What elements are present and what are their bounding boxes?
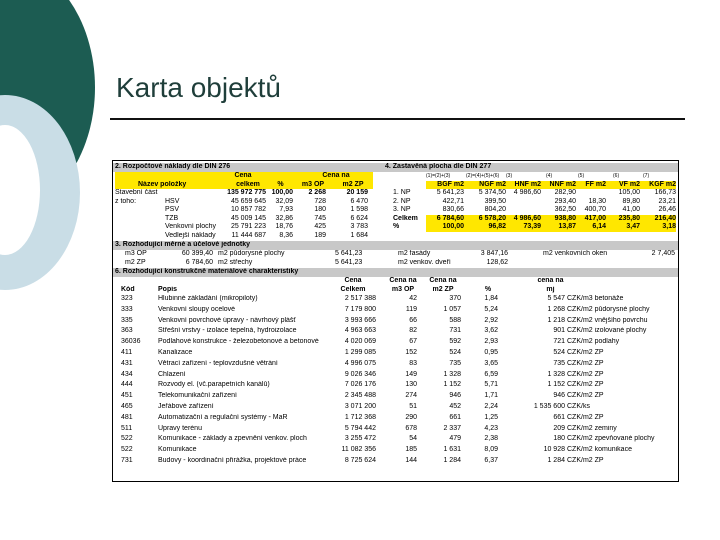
s6-m3op: 274 <box>405 392 417 400</box>
s2-m3op: 728 <box>314 197 326 205</box>
s6-kod: 444 <box>121 381 133 389</box>
s6-popis: Rozvody el. (vč.parapetních kanálů) <box>158 381 270 389</box>
s6-pct: 3,62 <box>484 327 498 335</box>
s4-head-kgf: KGF m2 <box>649 180 676 188</box>
s6-mj: 1 284 <box>547 457 565 464</box>
s4-label: % <box>393 223 400 230</box>
s4-kgf: 26,46 <box>658 206 676 213</box>
s3-label: m3 OP <box>125 250 147 257</box>
s6-row <box>113 306 678 315</box>
s6-mj: 901 <box>553 327 565 335</box>
s4-code-3: (3) <box>506 173 513 179</box>
s6-m3op: 42 <box>409 295 417 302</box>
s6-celkem: 3 255 472 <box>344 435 376 443</box>
s6-popis: Větrací zařízení - teplovzdušné větrání <box>158 359 278 367</box>
s2-m3op: 745 <box>314 214 326 222</box>
s6-celkem: 7 179 800 <box>344 305 376 313</box>
s4-label: 3. NP <box>393 206 411 213</box>
s2-pct: 100,00 <box>271 189 293 196</box>
s2-name: HSV <box>165 197 180 205</box>
s6-mj: 1 152 <box>547 381 565 389</box>
s6-kod: 522 <box>121 446 133 454</box>
s2-m2zp: 3 783 <box>350 223 368 230</box>
s6-head-cena: Cena <box>344 277 362 284</box>
s6-m3op: 66 <box>409 316 417 324</box>
s3-value: 5 641,23 <box>335 258 363 266</box>
s4-code-6: (6) <box>613 173 620 179</box>
s6-mj: 1 218 <box>547 316 565 324</box>
s6-pct: 2,38 <box>484 435 498 443</box>
s2-row <box>113 215 678 224</box>
s6-m2zp: 946 <box>449 392 461 400</box>
s2-celkem: 45 659 645 <box>230 197 266 205</box>
s6-pct: 1,25 <box>484 413 498 421</box>
s3-row-2 <box>113 259 678 268</box>
s6-jed: CZK/m2 zpevňované plochy <box>567 435 655 443</box>
s6-m2zp: 731 <box>449 327 461 335</box>
s6-celkem: 7 026 176 <box>344 381 376 389</box>
s6-jed: CZK/m2 ZP <box>567 381 604 389</box>
s6-mj: 721 <box>553 338 565 346</box>
s6-jed: CZK/m2 ZP <box>567 359 604 367</box>
s2-head-cena: Cena <box>234 172 252 179</box>
s6-jed: CZK/m2 ZP <box>567 349 604 356</box>
s6-head-popis: Popis <box>158 285 178 293</box>
s2-head-celkem: celkem <box>236 180 260 188</box>
s6-pct: 2,93 <box>484 338 498 346</box>
s2-pct: 18,76 <box>275 223 293 230</box>
s6-m2zp: 2 337 <box>443 424 461 432</box>
s6-m2zp: 735 <box>449 359 461 367</box>
s6-header-row-1 <box>113 277 678 286</box>
s4-code-4: (4) <box>546 173 553 179</box>
s6-row <box>113 446 678 455</box>
slide-title: Karta objektů <box>116 72 281 103</box>
s2-row <box>113 223 678 232</box>
s6-pct: 6,37 <box>484 457 498 464</box>
s6-celkem: 4 963 663 <box>344 327 376 335</box>
s6-kod: 731 <box>121 457 133 464</box>
s6-head-m3op: m3 OP <box>391 285 415 293</box>
header-row-2 <box>113 181 678 190</box>
s4-bgf: 5 641,23 <box>436 189 464 196</box>
s6-popis: Chlazení <box>158 370 186 378</box>
section-2-title: 2. Rozpočtové náklady dle DIN 276 <box>115 163 231 170</box>
s3-value: 3 847,16 <box>480 250 508 257</box>
section-6-title: 6. Rozhodující konstrukčně materiálové charakteristiky <box>115 268 299 275</box>
s6-popis: Kanalizace <box>158 349 193 356</box>
s6-row <box>113 338 678 347</box>
s6-pct: 2,92 <box>484 316 498 324</box>
s6-celkem: 1 299 085 <box>344 349 376 356</box>
section-3-title-row <box>113 241 678 250</box>
s4-bgf: 100,00 <box>442 223 464 230</box>
s6-popis: Komunikace <box>158 446 197 454</box>
s6-pct: 5,24 <box>484 305 498 313</box>
s6-jed: CZK/m2 podlahy <box>567 338 620 346</box>
s6-celkem: 2 517 388 <box>344 295 376 302</box>
s3-value: 60 399,40 <box>181 250 213 257</box>
s6-m3op: 290 <box>405 413 417 421</box>
s4-nnf: 282,90 <box>554 189 576 196</box>
s6-m2zp: 479 <box>449 435 461 443</box>
s6-row <box>113 317 678 326</box>
title-underline <box>110 118 685 120</box>
s6-head-m2zp: m2 ZP <box>432 285 454 293</box>
s2-head-m2zp: m2 ZP <box>342 180 364 188</box>
s4-vf: 235,80 <box>618 214 640 222</box>
s6-m3op: 149 <box>405 370 417 378</box>
s6-mj: 524 <box>553 349 565 356</box>
s6-jed: CZK/m2 ZP <box>567 392 604 400</box>
s6-m3op: 119 <box>405 305 417 313</box>
s6-mj: 10 928 <box>543 446 565 454</box>
s6-celkem: 3 071 200 <box>344 403 376 410</box>
s6-jed: CZK/m2 ZP <box>567 413 604 421</box>
s6-m2zp: 588 <box>449 316 461 324</box>
s4-nnf: 293,40 <box>554 197 576 205</box>
s4-head-ngf: NGF m2 <box>479 180 506 188</box>
s4-nnf: 938,80 <box>554 214 576 222</box>
s4-vf: 3,47 <box>626 223 640 230</box>
section-6-title-row <box>113 268 678 277</box>
s4-nnf: 13,87 <box>558 223 576 230</box>
s2-m2zp: 6 470 <box>350 197 368 205</box>
s2-row <box>113 198 678 207</box>
s2-name: TZB <box>165 214 179 222</box>
s2-celkem: 10 857 782 <box>230 206 266 213</box>
s6-kod: 36036 <box>121 338 141 346</box>
s6-m2zp: 370 <box>449 295 461 302</box>
s6-jed: CZK/ks <box>567 403 590 410</box>
s6-kod: 431 <box>121 359 133 367</box>
s6-pct: 0,95 <box>484 349 498 356</box>
s4-hnf: 4 986,60 <box>513 214 541 222</box>
s6-m3op: 185 <box>405 446 417 454</box>
s2-m2zp: 1 598 <box>350 206 368 213</box>
s6-jed: CZK/m2 zeminy <box>567 424 617 432</box>
s2-celkem: 135 972 775 <box>227 189 266 196</box>
s6-row <box>113 381 678 390</box>
s6-header-row-2 <box>113 286 678 295</box>
s4-vf: 41,00 <box>622 206 640 213</box>
s6-popis: Automatizační a regulační systémy - MaR <box>158 413 288 421</box>
s6-head-cena-na: Cena na <box>389 277 417 284</box>
s6-m2zp: 1 057 <box>443 305 461 313</box>
s2-celkem: 11 444 687 <box>231 231 266 239</box>
s3-label: m2 ZP <box>125 258 146 266</box>
s6-jed: CZK/m2 vnějšího povrchu <box>567 316 648 324</box>
s6-mj: 946 <box>553 392 565 400</box>
s2-group: z toho: <box>115 197 137 205</box>
s6-kod: 481 <box>121 413 133 421</box>
s4-head-ff: FF m2 <box>585 180 606 188</box>
s4-code-2: (2)=(4)+(5)+(6) <box>466 173 500 179</box>
s4-kgf: 166,73 <box>654 189 676 196</box>
s4-head-hnf: HNF m2 <box>514 180 541 188</box>
s6-popis: Střešní vrstvy - izolace tepelná, hydroizolace <box>158 327 297 335</box>
s4-ngf: 96,82 <box>488 223 506 230</box>
s6-m3op: 144 <box>405 457 417 464</box>
s6-row <box>113 414 678 423</box>
s6-pct: 6,59 <box>484 370 498 378</box>
s4-ff: 400,70 <box>584 206 606 213</box>
s3-value: 6 784,60 <box>185 258 213 266</box>
s4-ff: 417,00 <box>584 214 606 222</box>
s2-name: Venkovní plochy <box>165 223 216 230</box>
s6-popis: Jeřábové zařízení <box>158 403 214 410</box>
s6-m2zp: 1 328 <box>443 370 461 378</box>
s6-head-cena-na-mj: cena na <box>537 277 564 284</box>
s2-m2zp: 20 159 <box>346 189 368 196</box>
s4-kgf: 23,21 <box>658 197 676 205</box>
section-3-title: 3. Rozhodující měrné a účelové jednotky <box>115 241 250 248</box>
s2-pct: 32,09 <box>275 197 293 205</box>
s6-celkem: 3 993 666 <box>344 316 376 324</box>
s4-ngf: 5 374,50 <box>478 189 506 196</box>
s4-vf: 105,00 <box>618 189 640 196</box>
s6-jed: CZK/m2 půdorysné plochy <box>567 305 650 313</box>
s6-celkem: 4 020 069 <box>344 338 376 346</box>
s6-head-cena-na-2: Cena na <box>429 277 457 284</box>
s2-name: PSV <box>165 206 180 213</box>
s6-celkem: 9 026 346 <box>344 370 376 378</box>
s4-nnf: 362,50 <box>554 206 576 213</box>
s2-row <box>113 232 678 241</box>
s6-mj: 735 <box>553 359 565 367</box>
s6-m3op: 83 <box>409 359 417 367</box>
s2-head-cena-na: Cena na <box>322 172 350 179</box>
s2-m3op: 2 268 <box>308 189 326 196</box>
s3-label: m2 venkov. dveří <box>398 258 451 266</box>
s6-celkem: 2 345 488 <box>344 392 376 400</box>
s4-ngf: 804,20 <box>484 206 506 213</box>
s2-pct: 7,93 <box>279 206 293 213</box>
s6-head-celkem: Celkem <box>340 285 366 293</box>
s6-jed: CZK/m2 komunikace <box>567 446 632 454</box>
s6-kod: 323 <box>121 295 133 302</box>
s4-code-5: (5) <box>578 173 585 179</box>
s6-m3op: 678 <box>405 424 417 432</box>
s4-bgf: 830,66 <box>442 206 464 213</box>
s6-celkem: 11 082 356 <box>341 446 376 454</box>
s6-mj: 1 268 <box>547 305 565 313</box>
s4-code-7: (7) <box>643 173 650 179</box>
s6-mj: 180 <box>553 435 565 443</box>
s6-pct: 1,71 <box>484 392 498 400</box>
s6-m3op: 152 <box>405 349 417 356</box>
s6-jed: CZK/m2 ZP <box>567 457 604 464</box>
s6-pct: 1,84 <box>484 295 498 302</box>
s4-hnf: 73,39 <box>523 223 541 230</box>
s3-row-1 <box>113 250 678 259</box>
s6-popis: Podlahové konstrukce - železobetonové a betonové <box>158 338 319 346</box>
s6-head-mj: mj <box>546 285 555 293</box>
section-2-4-title-row <box>113 163 678 172</box>
s4-label: Celkem <box>393 214 418 222</box>
s4-kgf: 216,40 <box>654 214 676 222</box>
s6-kod: 335 <box>121 316 133 324</box>
s3-label: m2 fasády <box>398 250 431 257</box>
s6-row <box>113 295 678 304</box>
s6-m3op: 67 <box>409 338 417 346</box>
s6-popis: Telekomunikační zařízení <box>158 392 237 400</box>
s2-pct: 8,36 <box>279 231 293 239</box>
s4-hnf: 4 986,60 <box>513 189 541 196</box>
s4-ngf: 6 578,20 <box>478 214 506 222</box>
s6-row <box>113 371 678 380</box>
s3-label: m2 venkovních oken <box>543 250 608 257</box>
s2-row <box>113 189 678 198</box>
s4-ff: 18,30 <box>588 197 606 205</box>
s4-ff: 6,14 <box>592 223 606 230</box>
s2-head-m3op: m3 OP <box>301 180 325 188</box>
s4-bgf: 6 784,60 <box>436 214 464 222</box>
s4-vf: 89,80 <box>622 197 640 205</box>
s6-kod: 363 <box>121 327 133 335</box>
s6-kod: 465 <box>121 403 133 410</box>
s6-row <box>113 349 678 358</box>
s6-mj: 661 <box>553 413 565 421</box>
s6-celkem: 5 794 442 <box>344 424 376 432</box>
s6-m2zp: 1 152 <box>443 381 461 389</box>
s6-popis: Úpravy terénu <box>158 424 202 432</box>
s6-kod: 333 <box>121 305 133 313</box>
s6-pct: 8,09 <box>484 446 498 454</box>
s6-kod: 522 <box>121 435 133 443</box>
s3-value: 128,62 <box>486 258 508 266</box>
s4-head-vf: VF m2 <box>618 180 640 188</box>
s2-m2zp: 1 684 <box>350 231 368 239</box>
s6-pct: 4,23 <box>484 424 498 432</box>
s2-head-pct: % <box>277 180 284 188</box>
s2-m2zp: 6 624 <box>350 214 368 222</box>
s6-head-kod: Kód <box>121 285 135 293</box>
s6-popis: Venkovní povrchové úpravy - návrhový plášť <box>158 316 297 324</box>
s4-label: 2. NP <box>393 197 411 205</box>
s3-label: m2 střechy <box>218 258 253 266</box>
s6-mj: 1 535 600 <box>533 403 565 410</box>
s6-pct: 3,65 <box>484 359 498 367</box>
section-4-title: 4. Zastavěná plocha dle DIN 277 <box>385 163 492 170</box>
s6-celkem: 4 996 075 <box>344 359 376 367</box>
s2-pct: 32,86 <box>275 214 293 222</box>
s6-kod: 411 <box>121 349 133 356</box>
s6-m3op: 130 <box>405 381 417 389</box>
s3-label: m2 půdorysné plochy <box>218 250 285 257</box>
s6-row <box>113 392 678 401</box>
s6-kod: 434 <box>121 370 133 378</box>
s6-m3op: 54 <box>409 435 417 443</box>
s2-m3op: 189 <box>314 231 326 239</box>
s4-label: 1. NP <box>393 189 411 196</box>
spreadsheet <box>112 160 679 482</box>
s4-head-bgf: BGF m2 <box>437 180 464 188</box>
s2-celkem: 45 009 145 <box>230 214 266 222</box>
s4-kgf: 3,18 <box>662 223 676 230</box>
s3-value: 5 641,23 <box>335 250 363 257</box>
s6-mj: 5 547 <box>547 295 565 302</box>
s6-row <box>113 425 678 434</box>
s4-bgf: 422,71 <box>442 197 464 205</box>
s6-mj: 1 328 <box>547 370 565 378</box>
s6-row <box>113 435 678 444</box>
s6-celkem: 1 712 368 <box>344 413 376 421</box>
s6-head-pct: % <box>484 285 492 293</box>
s6-jed: CZK/m2 izolované plochy <box>567 327 647 335</box>
s4-ngf: 399,50 <box>484 197 506 205</box>
s6-celkem: 8 725 624 <box>344 457 376 464</box>
s2-celkem: 25 791 223 <box>230 223 266 230</box>
s2-m3op: 425 <box>314 223 326 230</box>
s6-jed: CZK/m3 betonáže <box>567 295 624 302</box>
s2-row <box>113 206 678 215</box>
s6-m3op: 82 <box>409 327 417 335</box>
s2-m3op: 180 <box>314 206 326 213</box>
s6-m2zp: 661 <box>449 413 461 421</box>
s6-popis: Budovy - koordinační přirážka, projektové práce <box>158 457 307 464</box>
s2-head-nazev: Název položky <box>138 180 187 188</box>
s6-m2zp: 592 <box>449 338 461 346</box>
s6-row <box>113 403 678 412</box>
s2-name: Vedlejší náklady <box>165 231 216 239</box>
s6-popis: Komunikace - základy a zpevnění venkov. ploch <box>158 435 307 443</box>
s6-m2zp: 524 <box>449 349 461 356</box>
s6-m2zp: 1 284 <box>443 457 461 464</box>
s2-group: Stavební část <box>115 189 158 196</box>
s3-value: 2 7,405 <box>651 250 675 257</box>
s6-jed: CZK/m2 ZP <box>567 370 604 378</box>
s4-head-nnf: NNF m2 <box>549 180 576 188</box>
s6-m2zp: 1 631 <box>443 446 461 454</box>
s6-row <box>113 457 678 466</box>
s6-kod: 451 <box>121 392 133 400</box>
s6-pct: 5,71 <box>484 381 498 389</box>
s6-m3op: 51 <box>409 403 417 410</box>
s6-row <box>113 360 678 369</box>
s6-mj: 209 <box>553 424 565 432</box>
s6-row <box>113 327 678 336</box>
s6-popis: Hlubinné základání (mikropiloty) <box>158 295 258 302</box>
s6-kod: 511 <box>121 424 133 432</box>
s6-pct: 2,24 <box>484 403 498 410</box>
header-row-1 <box>113 172 678 181</box>
s4-code-1: (1)=(2)+(3) <box>426 173 451 179</box>
s6-m2zp: 452 <box>449 403 461 410</box>
s6-popis: Venkovní sloupy ocelové <box>158 305 236 313</box>
